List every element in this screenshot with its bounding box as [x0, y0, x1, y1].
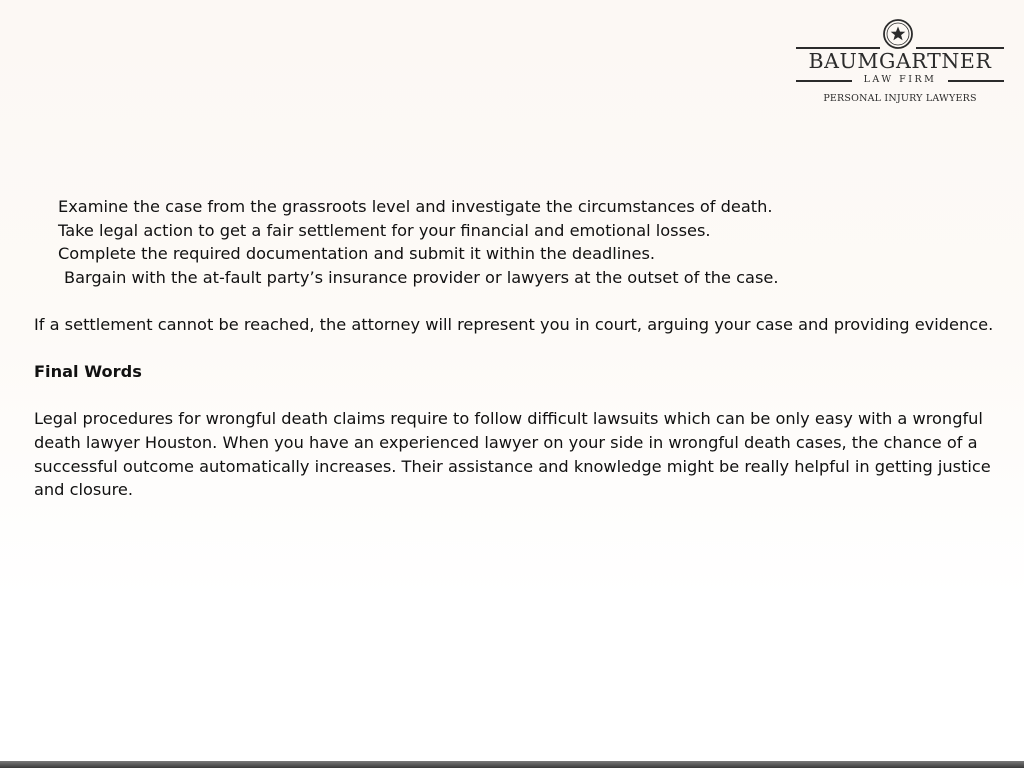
steps-list [34, 195, 1006, 289]
logo-firm: LAW FIRM [863, 74, 937, 85]
spacer [34, 289, 1006, 313]
bottom-border [0, 761, 1024, 768]
section-heading: Final Words [34, 362, 142, 382]
list-item: Complete the required documentation and submit it within the deadlines. [58, 244, 656, 264]
slide-content [34, 195, 1006, 502]
logo-tagline: PERSONAL INJURY LAWYERS [823, 93, 977, 104]
list-item: Bargain with the at-fault party’s insurance provider or lawyers at the outset of the case. [64, 267, 779, 287]
settlement-paragraph: If a settlement cannot be reached, the attorney will represent you in court, arguing your case and providing evidence. [34, 314, 994, 334]
conclusion-paragraph: Legal procedures for wrongful death claims require to follow difficult lawsuits which can be only easy with a wrongful death lawyer Houston. When you have an experienced lawyer on your side in wrongful death cases, the chance of a successful outcome automatically increases. Their assistance and knowledge might be really helpful in getting justice and closure. [34, 409, 991, 500]
list-item: Take legal action to get a fair settlement for your financial and emotional losses. [58, 220, 711, 240]
logo-firm-rule-left [796, 80, 852, 82]
spacer [34, 384, 1006, 408]
logo-name: BAUMGARTNER [808, 49, 992, 73]
spacer [34, 337, 1006, 361]
firm-logo [792, 16, 1008, 108]
logo-firm-rule-right [948, 80, 1004, 82]
star-seal-icon [882, 18, 914, 50]
logo-firm-row [792, 73, 1008, 87]
list-item: Examine the case from the grassroots level and investigate the circumstances of death. [58, 197, 773, 216]
